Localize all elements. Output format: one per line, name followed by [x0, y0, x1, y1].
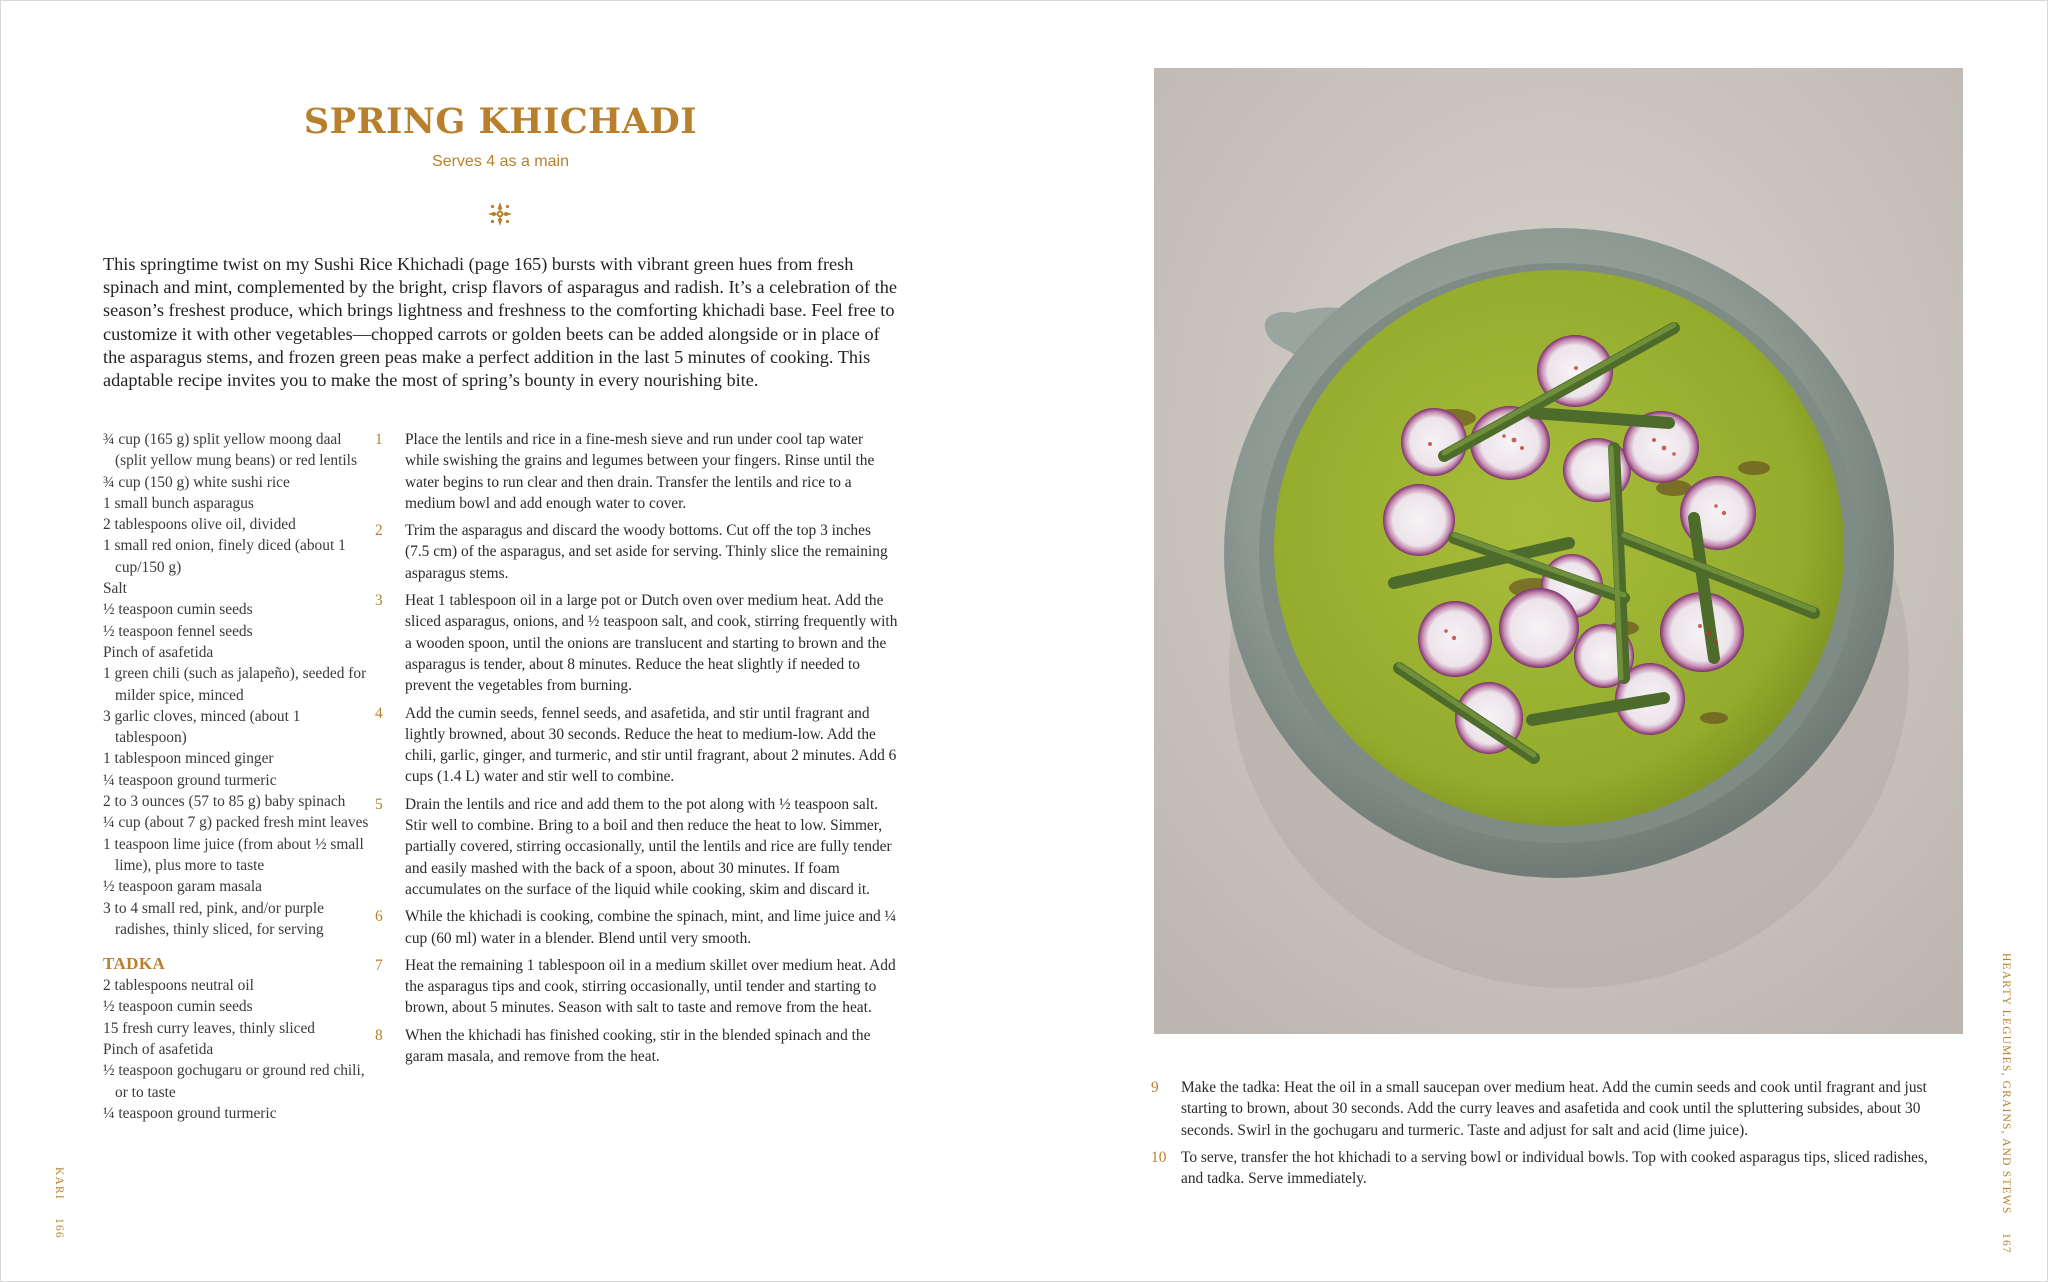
step-text: Place the lentils and rice in a fine-mesh sieve and run under cool tap water while swishing the grains and legumes between your fingers. Rinse until the water begins to run clear and then drain. Transfer the lentils and rice to a medium bowl and add enough water to cover. — [405, 431, 875, 512]
method-step — [373, 955, 898, 1019]
running-footer-left — [45, 1167, 65, 1239]
ingredient-item: ¾ cup (150 g) white sushi rice — [103, 473, 290, 491]
step-text: While the khichadi is cooking, combine the spinach, mint, and lime juice and ¼ cup (60 ml) water in a blender. Blend until very smooth. — [405, 908, 897, 947]
step-text: Heat 1 tablespoon oil in a large pot or Dutch oven over medium heat. Add the sliced asparagus, onions, and ½ teaspoon salt, and cook, stirring frequently with a wooden spoon, until the onions are translucent and starting to brown and the asparagus is tender, about 8 minutes. Reduce the heat slightly if needed to prevent the vegetables from burning. — [405, 592, 898, 695]
step-number: 9 — [1151, 1079, 1159, 1096]
chapter-title: HEARTY LEGUMES, GRAINS, AND STEWS — [2000, 953, 2012, 1215]
method-step — [373, 1025, 898, 1068]
step-text: Heat the remaining 1 tablespoon oil in a medium skillet over medium heat. Add the asparagus tips and cook, stirring occasionally, until tender and starting to brown, about 5 minutes. Season with salt to taste and remove from the heat. — [405, 956, 896, 1017]
step-text: Trim the asparagus and discard the woody bottoms. Cut off the top 3 inches (7.5 cm) of the asparagus, and set aside for serving. Thinly slice the remaining asparagus stems. — [405, 522, 888, 582]
tadka-item: ½ teaspoon gochugaru or ground red chili, or to taste — [103, 1062, 365, 1101]
page-number-right: 167 — [2000, 1232, 2012, 1254]
step-number: 1 — [375, 431, 383, 448]
step-text: Add the cumin seeds, fennel seeds, and asafetida, and stir until fragrant and lightly browned, about 30 seconds. Reduce the heat to medium-low. Add the chili, garlic, ginger, and turmeric, and stir until fragrant, about 2 minutes. Add 6 cups (1.4 L) water and stir well to combine. — [405, 704, 897, 786]
step-text: Make the tadka: Heat the oil in a small saucepan over medium heat. Add the cumin seeds and cook until fragrant and just starting to brown, about 30 seconds. Add the curry leaves and asafetida and cook until the spluttering subsides, about 30 seconds. Swirl in the gochugaru and turmeric. Taste and adjust for salt and acid (lime juice). — [1181, 1079, 1927, 1139]
step-number: 8 — [375, 1026, 383, 1044]
tadka-heading: TADKA — [103, 954, 166, 974]
method-step — [1149, 1077, 1947, 1141]
page-number-left: 166 — [53, 1218, 65, 1239]
method-steps — [373, 429, 898, 1073]
khichadi-photo — [1154, 68, 1963, 1034]
ingredient-item: Pinch of asafetida — [103, 643, 214, 661]
ornament-icon — [485, 199, 515, 229]
method-step — [373, 590, 898, 696]
khichadi-illustration — [1154, 68, 1963, 1034]
step-number: 6 — [375, 908, 383, 926]
tadka-item: 2 tablespoons neutral oil — [103, 977, 254, 995]
step-number: 10 — [1151, 1148, 1167, 1166]
ingredient-item: ¼ cup (about 7 g) packed fresh mint leaves — [103, 814, 369, 832]
tadka-item: ¼ teaspoon ground turmeric — [103, 1104, 277, 1122]
recipe-title: SPRING KHICHADI — [303, 101, 698, 142]
ingredient-item: 2 tablespoons olive oil, divided — [103, 516, 296, 534]
ingredient-item: ¼ teaspoon ground turmeric — [103, 771, 277, 789]
ingredient-item: 2 to 3 ounces (57 to 85 g) baby spinach — [103, 793, 346, 811]
method-step — [373, 703, 898, 788]
method-step — [373, 520, 898, 584]
method-step — [373, 794, 898, 900]
ingredient-item: 1 tablespoon minced ginger — [103, 750, 274, 768]
tadka-item: 15 fresh curry leaves, thinly sliced — [103, 1019, 315, 1037]
ingredient-list — [103, 429, 373, 1124]
tadka-item: Pinch of asafetida — [103, 1041, 214, 1059]
tadka-item: ½ teaspoon cumin seeds — [103, 998, 253, 1016]
ingredient-item: ¾ cup (165 g) split yellow moong daal (split yellow mung beans) or red lentils — [103, 431, 357, 470]
ingredient-item: 1 teaspoon lime juice (from about ½ small lime), plus more to taste — [103, 835, 364, 874]
step-text: When the khichadi has finished cooking, stir in the blended spinach and the garam masala, and remove from the heat. — [405, 1026, 871, 1066]
step-number: 4 — [375, 704, 383, 722]
ingredient-item: 1 small red onion, finely diced (about 1 cup/150 g) — [103, 537, 346, 576]
book-title: KARI — [53, 1167, 65, 1200]
method-steps-continued — [1149, 1077, 1947, 1195]
ingredient-item: ½ teaspoon garam masala — [103, 878, 262, 896]
ingredient-item: Salt — [103, 580, 127, 598]
step-number: 5 — [375, 795, 383, 813]
serves-line: Serves 4 as a main — [432, 153, 569, 170]
step-number: 2 — [375, 522, 383, 540]
step-number: 3 — [375, 592, 383, 610]
ingredient-item: ½ teaspoon cumin seeds — [103, 601, 253, 619]
recipe-intro: This springtime twist on my Sushi Rice Khichadi (page 165) bursts with vibrant green hues from fresh spinach and mint, complemented by the bright, crisp flavors of asparagus and radish. It’s a celebration of the season’s freshest produce, which brings lightness and freshness to the comforting khichadi base. Feel free to customize it with other vegetables—chopped carrots or golden beets can be added alongside or in place of the asparagus stems, and frozen green peas make a perfect addition in the last 5 minutes of cooking. This adaptable recipe invites you to make the most of spring’s bounty in every nourishing bite. — [103, 254, 897, 391]
step-text: To serve, transfer the hot khichadi to a serving bowl or individual bowls. Top with cooked asparagus tips, sliced radishes, and tadka. Serve immediately. — [1181, 1148, 1928, 1188]
ingredient-item: 3 garlic cloves, minced (about 1 tablespoon) — [103, 707, 301, 747]
ingredient-item: 1 small bunch asparagus — [103, 494, 254, 512]
running-footer-right — [1992, 953, 2012, 1253]
ingredient-item: ½ teaspoon fennel seeds — [103, 622, 253, 640]
ingredient-item: 1 green chili (such as jalapeño), seeded for milder spice, minced — [103, 665, 367, 704]
step-text: Drain the lentils and rice and add them to the pot along with ½ teaspoon salt. Stir well to combine. Bring to a boil and then reduce the heat to low. Simmer, partially covered, stirring occasionally, until the lentils and rice are fully tender and easily mashed with the back of a spoon, about 30 minutes. If foam accumulates on the surface of the liquid while cooking, skim and discard it. — [405, 795, 892, 898]
ingredient-item: 3 to 4 small red, pink, and/or purple radishes, thinly sliced, for serving — [103, 899, 324, 938]
method-step — [373, 906, 898, 949]
method-step — [373, 429, 898, 514]
step-number: 7 — [375, 956, 383, 974]
method-step — [1149, 1147, 1947, 1190]
